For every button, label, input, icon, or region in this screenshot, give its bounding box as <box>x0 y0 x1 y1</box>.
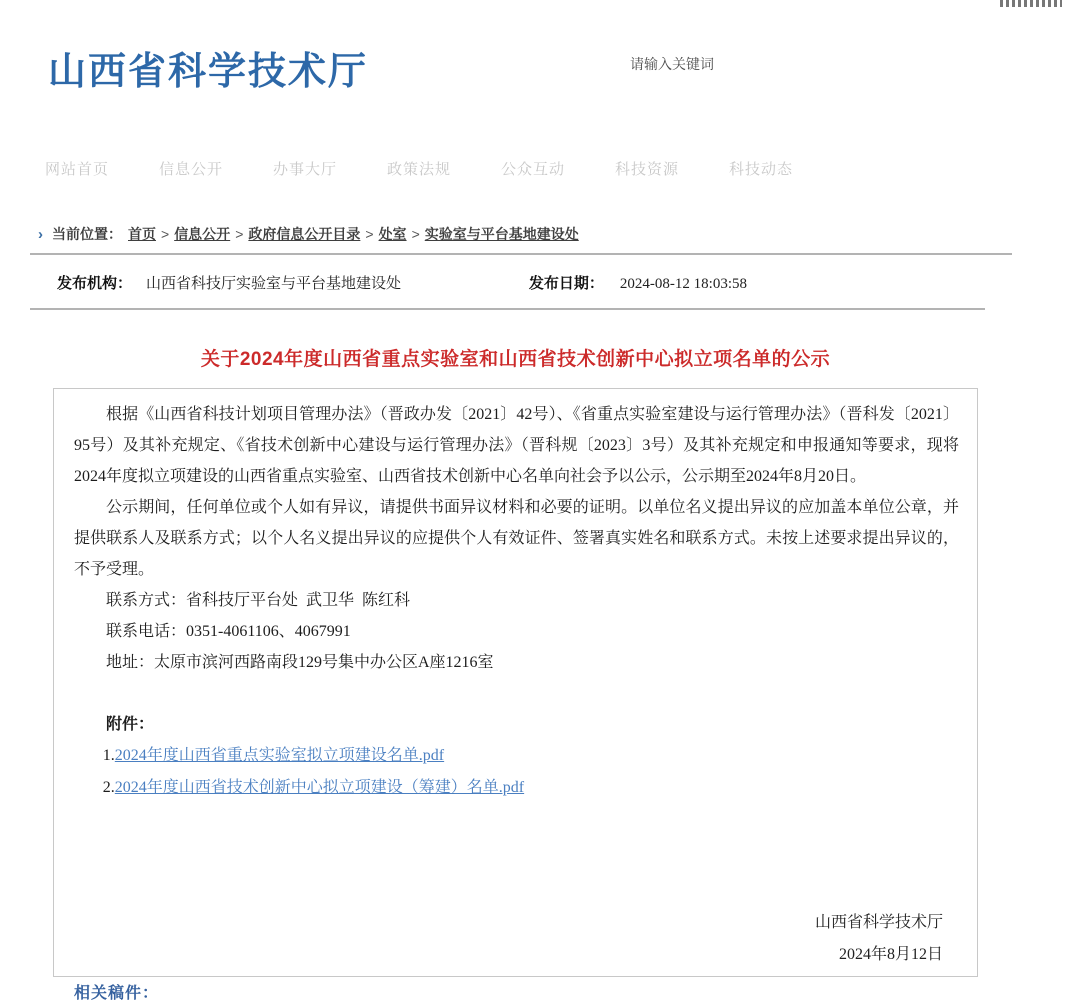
article-paragraph-basis: 根据《山西省科技计划项目管理办法》（晋政办发〔2021〕42号）、《省重点实验室建设与运行管理办法》（晋科发〔2021〕95号）及其补充规定、《省技术创新中心建设与运行管理办法》（晋科规〔2023〕3号）及其补充规定和申报通知等要求，现将2024年度拟立项建设的山西省重点实验室、山西省技术创新中心名单向社会予以公示，公示期至2024年8月20日。 <box>74 406 959 485</box>
breadcrumb-link-division[interactable]: 实验室与平台基地建设处 <box>424 226 579 242</box>
attachment-index: 1. <box>102 747 115 764</box>
signature-org: 山西省科学技术厅 <box>814 914 943 931</box>
attachments-label: 附件： <box>106 716 155 733</box>
breadcrumb-link-catalog[interactable]: 政府信息公开目录 <box>248 226 361 242</box>
breadcrumb-link-home[interactable]: 首页 <box>128 226 156 242</box>
publish-agency-value: 山西省科技厅实验室与平台基地建设处 <box>146 275 402 292</box>
search-input[interactable] <box>630 50 890 78</box>
site-title: 山西省科学技术厅 <box>48 51 369 93</box>
contact-persons-line: 联系方式：省科技厅平台处 武卫华 陈红科 <box>106 592 411 609</box>
contact-address-line: 地址：太原市滨河西路南段129号集中办公区A座1216室 <box>106 654 494 671</box>
main-nav <box>45 158 794 179</box>
breadcrumb-link-offices[interactable]: 处室 <box>378 226 407 242</box>
attachment-link-key-labs-pdf[interactable]: 2024年度山西省重点实验室拟立项建设名单.pdf <box>114 747 445 764</box>
clipped-corner-text <box>1000 0 1062 7</box>
article-content-box <box>53 388 978 1002</box>
breadcrumb-separator: > <box>411 226 420 242</box>
publish-agency-label: 发布机构： <box>57 275 133 292</box>
related-articles-label: 相关稿件： <box>74 985 160 1002</box>
article-paragraph-objection: 公示期间，任何单位或个人如有异议，请提供书面异议材料和必要的证明。以单位名义提出异议的应加盖本单位公章，并提供联系人及联系方式；以个人名义提出异议的应提供个人有效证件、签署真实姓名和联系方式。未按上述要求提出异议的，不予受理。 <box>74 499 959 578</box>
nav-item-home[interactable]: 网站首页 <box>45 161 110 178</box>
breadcrumb-separator: > <box>235 226 244 242</box>
nav-item-services[interactable]: 办事大厅 <box>273 161 338 178</box>
publish-date-value: 2024-08-12 18:03:58 <box>619 276 747 292</box>
publish-date <box>529 272 747 293</box>
signature-date: 2024年8月12日 <box>838 946 943 963</box>
breadcrumb-separator: > <box>365 226 374 242</box>
nav-item-resources[interactable]: 科技资源 <box>615 161 680 178</box>
breadcrumb-link-info[interactable]: 信息公开 <box>174 226 231 242</box>
attachment-item <box>74 772 959 804</box>
breadcrumb-label: 当前位置： <box>52 226 122 242</box>
signature-block <box>74 907 959 971</box>
breadcrumb-separator: > <box>161 226 170 242</box>
contact-phone-line: 联系电话：0351-4061106、4067991 <box>106 623 351 640</box>
article-title: 关于2024年度山西省重点实验室和山西省技术创新中心拟立项名单的公示 <box>200 349 831 370</box>
attachment-item <box>74 740 959 772</box>
publish-info-bar <box>30 250 985 310</box>
nav-item-interact[interactable]: 公众互动 <box>501 161 566 178</box>
attachment-link-innovation-centers-pdf[interactable]: 2024年度山西省技术创新中心拟立项建设（筹建）名单.pdf <box>114 779 525 796</box>
attachment-index: 2. <box>102 779 115 796</box>
breadcrumb-arrow-icon: › <box>38 225 43 243</box>
nav-item-info[interactable]: 信息公开 <box>159 161 224 178</box>
nav-item-news[interactable]: 科技动态 <box>729 161 794 178</box>
nav-item-policy[interactable]: 政策法规 <box>387 161 452 178</box>
publish-date-label: 发布日期： <box>528 275 604 292</box>
